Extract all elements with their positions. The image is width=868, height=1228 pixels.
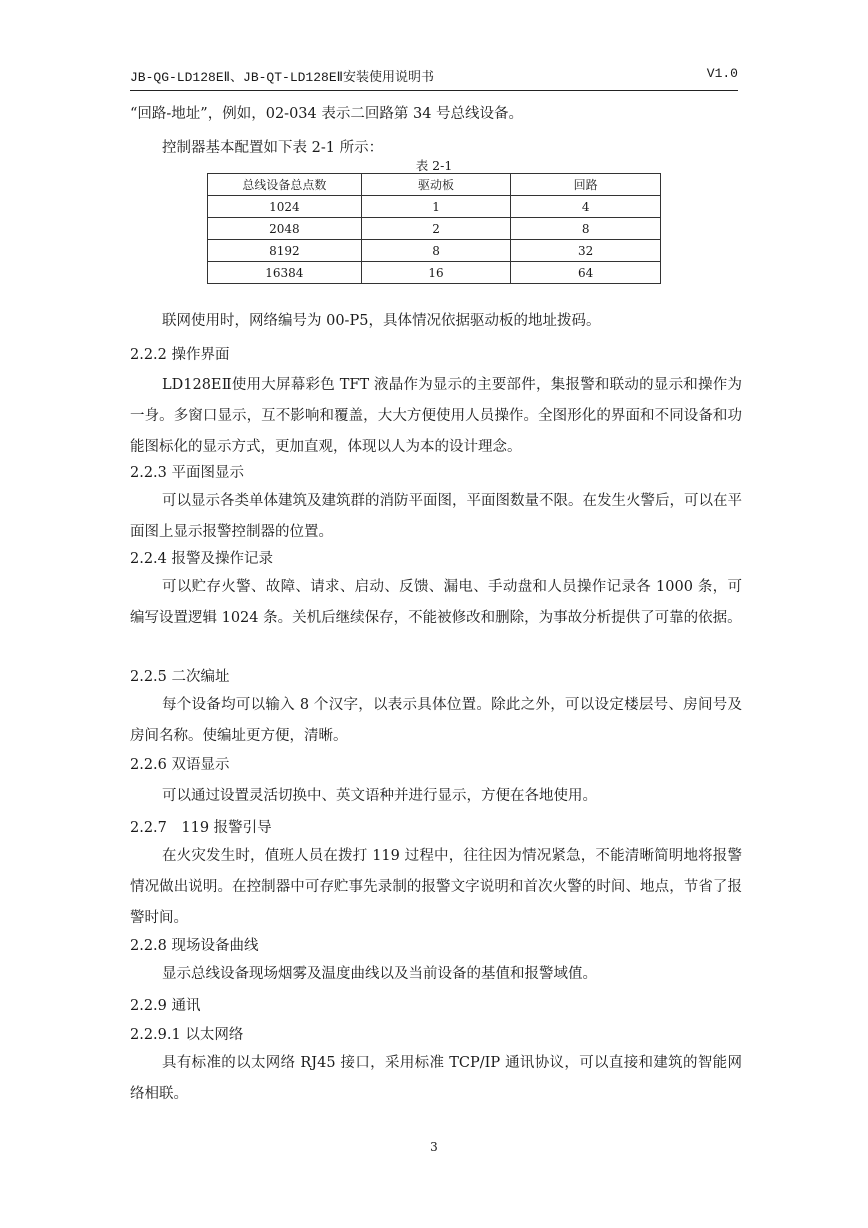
column-header: 驱动板	[361, 174, 511, 196]
section-heading: 2.2.6 双语显示	[130, 757, 230, 773]
section-body: LD128EⅡ使用大屏幕彩色 TFT 液晶作为显示的主要部件，集报警和联动的显示和操作为一身。多窗口显示，互不影响和覆盖，大大方便使用人员操作。全图形化的界面和不同设备和功能图标化的显示方式，更加直观，体现以人为本的设计理念。	[130, 377, 742, 455]
table-cell: 8192	[208, 240, 362, 262]
document-version: V1.0	[706, 66, 738, 81]
column-header: 回路	[511, 174, 661, 196]
section-heading: 2.2.8 现场设备曲线	[130, 938, 259, 954]
table-header-row	[208, 174, 661, 196]
table-cell: 1024	[208, 196, 362, 218]
column-header: 总线设备总点数	[208, 174, 362, 196]
section-body: 每个设备均可以输入 8 个汉字，以表示具体位置。除此之外，可以设定楼层号、房间号及房间名称。使编址更方便，清晰。	[130, 697, 742, 744]
page-number: 3	[430, 1140, 438, 1154]
table-row	[208, 262, 661, 284]
table-cell: 2048	[208, 218, 362, 240]
section-heading: 2.2.7 119 报警引导	[130, 820, 272, 836]
section-heading: 2.2.3 平面图显示	[130, 465, 245, 481]
section-body: 可以贮存火警、故障、请求、启动、反馈、漏电、手动盘和人员操作记录各 1000 条，可编写设置逻辑 1024 条。关机后继续保存，不能被修改和删除，为事故分析提供了可靠的依据。	[130, 579, 742, 626]
table-cell: 2	[361, 218, 511, 240]
table-cell: 64	[511, 262, 661, 284]
table-row	[208, 240, 661, 262]
table-caption: 表 2-1	[415, 158, 453, 173]
section-body: 可以通过设置灵活切换中、英文语种并进行显示，方便在各地使用。	[162, 788, 597, 804]
config-table	[207, 173, 661, 284]
section-heading: 2.2.4 报警及操作记录	[130, 551, 274, 567]
intro-line-1: “回路-地址”，例如，02-034 表示二回路第 34 号总线设备。	[130, 106, 524, 122]
table-cell: 1	[361, 196, 511, 218]
section-body: 具有标准的以太网络 RJ45 接口，采用标准 TCP/IP 通讯协议，可以直接和建筑的智能网络相联。	[130, 1055, 742, 1102]
table-cell: 8	[511, 218, 661, 240]
network-note: 联网使用时，网络编号为 00-P5，具体情况依据驱动板的地址拨码。	[162, 313, 601, 329]
table-cell: 8	[361, 240, 511, 262]
table-cell: 16384	[208, 262, 362, 284]
section-heading: 2.2.5 二次编址	[130, 669, 230, 685]
section-body: 在火灾发生时，值班人员在拨打 119 过程中，往往因为情况紧急，不能清晰简明地将报警情况做出说明。在控制器中可存贮事先录制的报警文字说明和首次火警的时间、地点，节省了报警时间。	[130, 848, 742, 926]
intro-line-2: 控制器基本配置如下表 2-1 所示：	[162, 140, 384, 156]
page-header	[130, 66, 738, 86]
section-body: 显示总线设备现场烟雾及温度曲线以及当前设备的基值和报警域值。	[162, 966, 597, 982]
table-row	[208, 218, 661, 240]
table-row	[208, 196, 661, 218]
table-cell: 32	[511, 240, 661, 262]
section-heading: 2.2.2 操作界面	[130, 347, 230, 363]
section-heading: 2.2.9 通讯	[130, 998, 201, 1014]
table-cell: 16	[361, 262, 511, 284]
section-body: 可以显示各类单体建筑及建筑群的消防平面图，平面图数量不限。在发生火警后，可以在平面图上显示报警控制器的位置。	[130, 493, 742, 540]
header-rule	[130, 90, 738, 91]
table-cell: 4	[511, 196, 661, 218]
section-heading: 2.2.9.1 以太网络	[130, 1027, 244, 1043]
document-title: JB-QG-LD128EⅡ、JB-QT-LD128EⅡ安装使用说明书	[130, 70, 435, 85]
